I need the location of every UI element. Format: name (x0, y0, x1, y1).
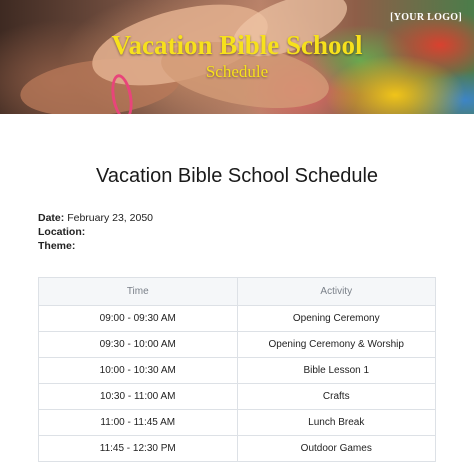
table-row (39, 332, 436, 358)
theme-line (38, 240, 75, 252)
location-line (38, 226, 85, 238)
activity-cell: Outdoor Games (237, 436, 436, 462)
activity-cell: Bible Lesson 1 (237, 358, 436, 384)
time-cell: 09:30 - 10:00 AM (39, 332, 238, 358)
date-label: Date: (38, 212, 65, 224)
table-row (39, 358, 436, 384)
table-row (39, 306, 436, 332)
header-banner (0, 0, 474, 114)
time-cell: 10:30 - 11:00 AM (39, 384, 238, 410)
table-row (39, 384, 436, 410)
theme-label: Theme: (38, 240, 76, 252)
table-header-row (39, 278, 436, 306)
logo-placeholder: [YOUR LOGO] (390, 12, 462, 23)
date-value: February 23, 2050 (67, 212, 153, 224)
time-cell: 10:00 - 10:30 AM (39, 358, 238, 384)
activity-cell: Lunch Break (237, 410, 436, 436)
activity-cell: Crafts (237, 384, 436, 410)
page-title: Vacation Bible School Schedule (95, 165, 379, 187)
table-row (39, 436, 436, 462)
schedule-table (38, 277, 436, 462)
banner-subtitle: Schedule (205, 62, 269, 81)
column-header-time: Time (39, 278, 238, 306)
column-header-activity: Activity (237, 278, 436, 306)
time-cell: 09:00 - 09:30 AM (39, 306, 238, 332)
time-cell: 11:00 - 11:45 AM (39, 410, 238, 436)
date-line (38, 212, 153, 224)
table-row (39, 410, 436, 436)
activity-cell: Opening Ceremony (237, 306, 436, 332)
banner-title: Vacation Bible School (111, 30, 363, 60)
location-label: Location: (38, 226, 86, 238)
activity-cell: Opening Ceremony & Worship (237, 332, 436, 358)
time-cell: 11:45 - 12:30 PM (39, 436, 238, 462)
